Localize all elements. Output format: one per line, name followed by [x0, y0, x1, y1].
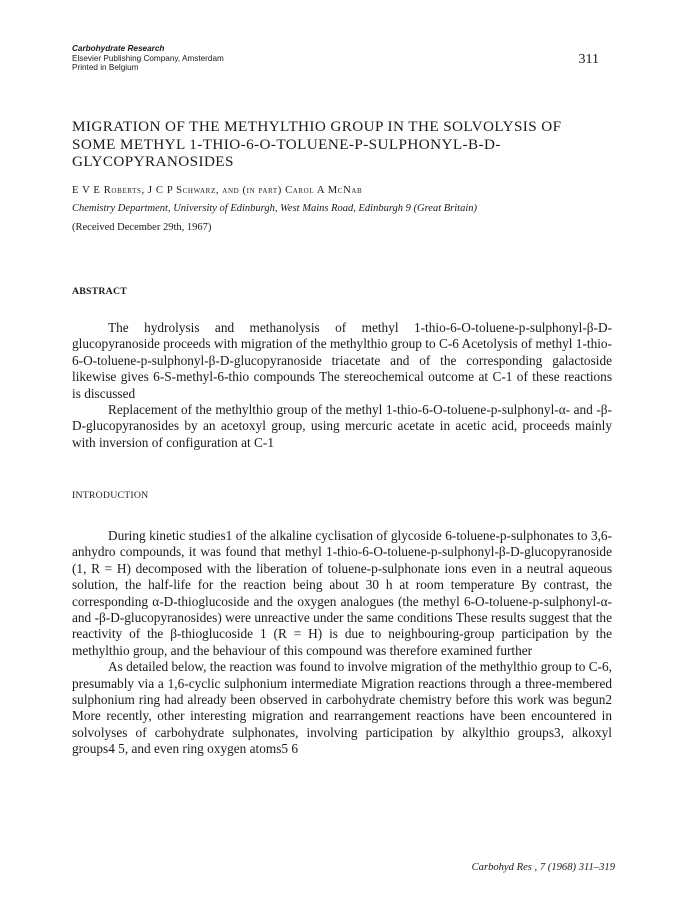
publisher-line: Elsevier Publishing Company, Amsterdam — [72, 53, 224, 63]
introduction-paragraph: During kinetic studies1 of the alkaline cyclisation of glycoside 6-toluene-p-sulphonates to 3,6-anhydro compounds, it was found that methyl 1-thio-6-O-toluene-p-sulphonyl-β-D-glucopyranoside (1, R = H) decomposed with the liberation of toluene-p-sulphonate ions even in a neutral aqueous solution, the half-life for the reaction being about 30 h at room temperature By contrast, the corresponding α-D-thioglucoside and the oxygen analogues (the methyl 6-O-toluene-p-sulphonyl-α- and -β-D-glucopyranosides) were unreactive under the same conditions These results suggest that the reactivity of the β-thioglucoside 1 (R = H) is due to neighbouring-group participation by the methylthio group, and the behaviour of this compound was therefore examined further — [72, 528, 612, 658]
author-affiliation: Chemistry Department, University of Edinburgh, West Mains Road, Edinburgh 9 (Great Britain) — [72, 203, 477, 214]
printed-line: Printed in Belgium — [72, 63, 139, 72]
article-title: MIGRATION OF THE METHYLTHIO GROUP IN THE SOLVOLYSIS OF SOME METHYL 1-THIO-6-O-TOLUENE-P-SULPHONYL-Β-D-GLYCOPYRANOSIDES — [72, 118, 562, 170]
journal-name: Carbohydrate Research — [72, 44, 165, 53]
abstract-heading: ABSTRACT — [72, 286, 127, 297]
introduction-body — [72, 528, 612, 758]
introduction-heading: INTRODUCTION — [72, 490, 149, 501]
abstract-paragraph: Replacement of the methylthio group of the methyl 1-thio-6-O-toluene-p-sulphonyl-α- and -β-D-glucopyranosides by an acetoxyl group, using mercuric acetate in acetic acid, proceeds mainly with inversion of configuration at C-1 — [72, 402, 612, 450]
abstract-paragraph: The hydrolysis and methanolysis of methyl 1-thio-6-O-toluene-p-sulphonyl-β-D-glucopyranoside proceeds with migration of the methylthio group to C-6 Acetolysis of methyl 1-thio-6-O-toluene-p-sulphonyl-β-D-glucopyranoside triacetate and of the corresponding galactoside likewise gives 6-S-methyl-6-thio compounds The stereochemical outcome at C-1 of these reactions is discussed — [72, 320, 612, 401]
author-list: E V E Roberts, J C P Schwarz, and (in part) Carol A McNab — [72, 185, 363, 196]
publication-header — [72, 44, 224, 73]
page-number: 311 — [578, 52, 599, 67]
journal-citation-footer: Carbohyd Res , 7 (1968) 311–319 — [471, 862, 615, 873]
received-date: (Received December 29th, 1967) — [72, 222, 212, 233]
introduction-paragraph: As detailed below, the reaction was found to involve migration of the methylthio group to C-6, presumably via a 1,6-cyclic sulphonium intermediate Migration reactions through a three-membered sulphonium ring had already been observed in carbohydrate chemistry before this work was begun2 More recently, other interesting migration and rearrangement reactions have been encountered in solvolyses of carbohydrate sulphonates, involving participation by alkylthio groups3, alkoxyl groups4 5, and even ring oxygen atoms5 6 — [72, 659, 612, 757]
abstract-body — [72, 320, 612, 451]
